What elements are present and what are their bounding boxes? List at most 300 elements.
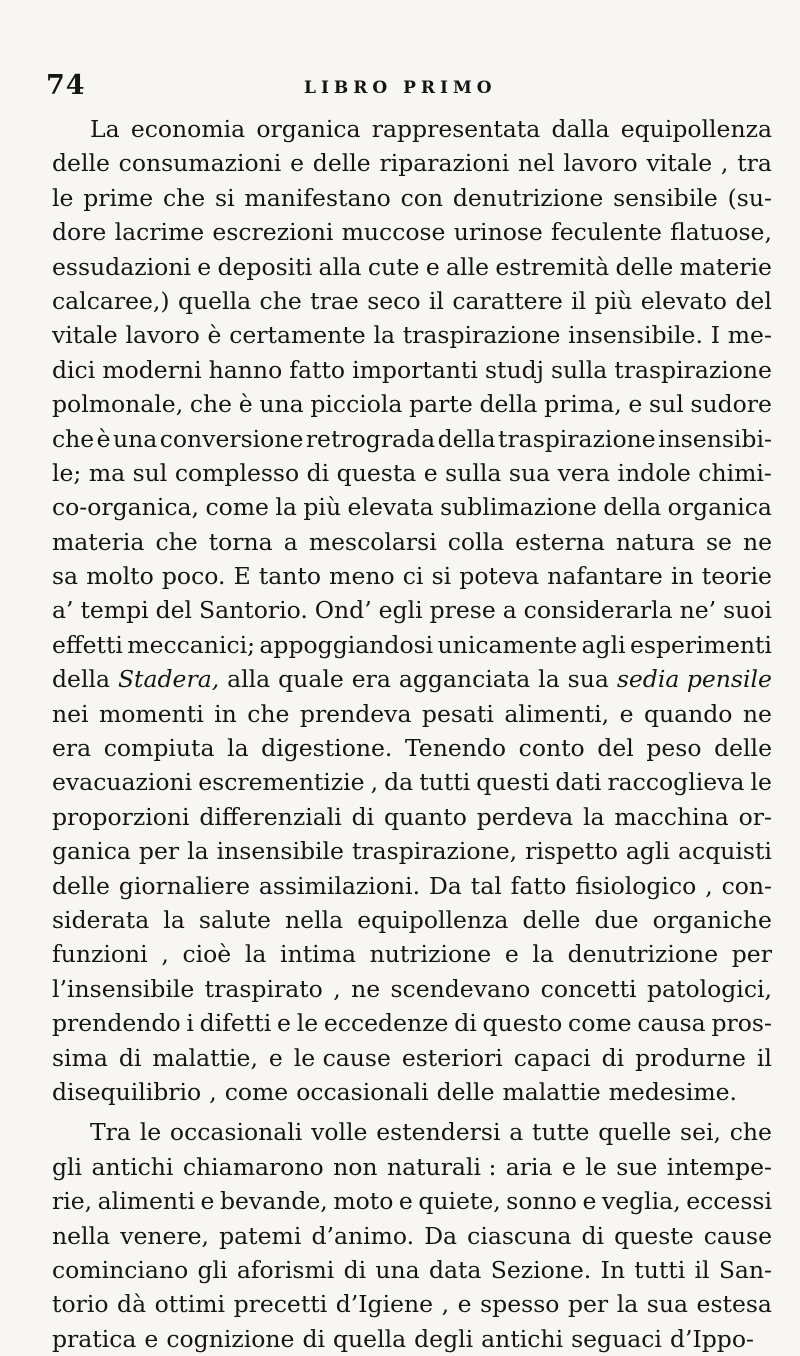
word: organica (256, 115, 361, 143)
word: sua (646, 1290, 688, 1319)
word: muccose (341, 218, 446, 247)
word: delle (436, 1077, 495, 1106)
word: elevato (640, 286, 727, 315)
word: moto (333, 1187, 394, 1216)
word: equipollenza (620, 115, 772, 143)
word: dalla (551, 115, 610, 143)
text-line (52, 903, 772, 937)
word: come (224, 1077, 289, 1106)
word: tal (470, 871, 502, 900)
word: torna (208, 527, 273, 556)
word: della (437, 424, 496, 453)
word: traspirazione (614, 355, 772, 384)
word: sua (508, 458, 551, 487)
word: della (479, 390, 538, 419)
word: traspirazione (402, 321, 561, 350)
word: le; (52, 458, 82, 487)
text-line (52, 1115, 772, 1149)
page-header (42, 70, 760, 110)
word: , (370, 768, 379, 797)
word: elevata (347, 493, 434, 522)
word: sima (52, 1043, 108, 1072)
word: i (186, 1009, 194, 1038)
word: consumazioni (118, 149, 282, 178)
text-line (52, 284, 772, 318)
word: difetti (199, 1009, 272, 1038)
word: che (155, 527, 198, 556)
word: dici (52, 355, 96, 384)
text-line (52, 456, 772, 490)
word: una (259, 390, 304, 419)
word: dati (555, 768, 602, 797)
word: sonno (506, 1187, 577, 1216)
word: lavoro (563, 149, 638, 178)
text-line (52, 628, 772, 662)
word: delle (522, 905, 581, 934)
page-number: 74 (46, 70, 86, 101)
word: me- (727, 321, 772, 350)
word: le (585, 1152, 607, 1181)
word: questi (476, 768, 550, 797)
word: aria (505, 1152, 553, 1181)
word: eccessi (686, 1187, 772, 1216)
word: vitale (52, 321, 118, 350)
word: polmonale, (52, 390, 184, 419)
word: chiamarono (182, 1152, 324, 1181)
word: alla (318, 252, 362, 281)
word: che (259, 286, 302, 315)
word: naturali : (386, 1152, 497, 1181)
text-line (52, 353, 772, 387)
word: di (302, 1324, 325, 1353)
word: per (138, 837, 180, 866)
word: gli (197, 1255, 228, 1284)
word: sa (52, 562, 79, 591)
word: sul (132, 458, 168, 487)
word: la (227, 734, 249, 763)
word: esperimenti (630, 630, 772, 659)
text-line (52, 1075, 772, 1109)
word: seguaci (571, 1324, 662, 1353)
word: occasionali (296, 1077, 429, 1106)
word: fatto (510, 871, 567, 900)
word: esteriori (401, 1043, 503, 1072)
word: trae (310, 286, 359, 315)
word: le cause (293, 1043, 391, 1072)
word: materia (52, 527, 145, 556)
word: produrne (635, 1043, 746, 1072)
text-line (52, 525, 772, 559)
word: quando (643, 699, 733, 728)
word: tra (737, 149, 772, 178)
word: lacrime (114, 218, 205, 247)
word: si (431, 562, 452, 591)
word: essudazioni (52, 252, 191, 281)
word: tempi (80, 596, 149, 625)
word: precetti (233, 1290, 328, 1319)
text-line (52, 1322, 772, 1356)
word: agli (625, 837, 671, 866)
word: con (400, 183, 444, 212)
word: due (594, 905, 639, 934)
word: agganciata (398, 665, 531, 694)
word: di (454, 1009, 477, 1038)
word: in (214, 699, 237, 728)
word: effetti (52, 630, 123, 659)
word: Ond’ (314, 596, 372, 625)
word: delle (312, 149, 371, 178)
word: compiuta (103, 734, 215, 763)
word: del (155, 596, 193, 625)
word: sua (567, 665, 609, 694)
word: d’Ippo- (669, 1324, 754, 1353)
word: funzioni (52, 940, 148, 969)
word: quelle (598, 1118, 672, 1147)
word: sei, (680, 1118, 721, 1147)
word: a (283, 527, 298, 556)
word: la (373, 321, 395, 350)
word: bevande, (219, 1187, 328, 1216)
word: Stadera, (117, 665, 220, 694)
word: cause (703, 1221, 772, 1250)
word: intempe- (666, 1152, 772, 1181)
word: carattere (452, 286, 563, 315)
word: delle (714, 734, 772, 763)
word: antichi (481, 1324, 564, 1353)
word: malattie, (152, 1043, 258, 1072)
word: economia (130, 115, 246, 143)
text-line (52, 215, 772, 249)
word: co-organica, (52, 493, 199, 522)
word: ottimi (154, 1290, 226, 1319)
word: la (275, 493, 297, 522)
word: , (333, 974, 341, 1003)
word: che (163, 183, 206, 212)
text-line (52, 146, 772, 180)
word: ne (742, 527, 772, 556)
text-line (52, 834, 772, 868)
word: di (601, 1043, 625, 1072)
text-line (52, 972, 772, 1006)
text-line (52, 593, 772, 627)
word: spesso (480, 1290, 560, 1319)
word: quiete, (418, 1187, 501, 1216)
word: equipollenza (357, 905, 509, 934)
word: che (189, 390, 233, 419)
word: traspirazione, (351, 837, 518, 866)
word: medesime. (608, 1077, 738, 1106)
word: per (731, 940, 772, 969)
word: cioè (182, 940, 232, 969)
word: aforismi (236, 1255, 335, 1284)
word: delle (52, 871, 110, 900)
word: E (233, 562, 251, 591)
word: è (207, 321, 222, 350)
word: di (351, 802, 375, 831)
word: questo (482, 1009, 563, 1038)
word: prendendo (52, 1009, 181, 1038)
text-line (52, 1184, 772, 1218)
text-line (52, 869, 772, 903)
word: importanti (352, 355, 478, 384)
word: torio (52, 1290, 109, 1319)
word: In (600, 1255, 625, 1284)
word: considerarla (523, 596, 673, 625)
word: riparazioni (379, 149, 510, 178)
word: cognizione (166, 1324, 295, 1353)
word: rie, (52, 1187, 93, 1216)
word: causa (637, 1009, 706, 1038)
word: organiche (652, 905, 772, 934)
word: salute (198, 905, 271, 934)
text-line (52, 490, 772, 524)
word: , (705, 871, 713, 900)
word: nella (285, 905, 344, 934)
word: pesati (421, 699, 494, 728)
word: siderata (52, 905, 150, 934)
word: cute (367, 252, 420, 281)
word: malattie (502, 1077, 601, 1106)
word: peso (646, 734, 702, 763)
word: (su- (727, 183, 772, 212)
word: e (582, 1187, 597, 1216)
word: traspirazione (498, 424, 656, 453)
word: macchina (614, 802, 729, 831)
word: era (52, 734, 92, 763)
word: digestione. (261, 734, 393, 763)
word: il (428, 286, 444, 315)
text-line (52, 731, 772, 765)
word: proporzioni (52, 802, 190, 831)
word: di (343, 1255, 367, 1284)
word: la (187, 837, 209, 866)
word: quanto (383, 802, 467, 831)
word: , (161, 940, 169, 969)
word: tanto (258, 562, 322, 591)
word: e (425, 252, 440, 281)
word: acquisti (678, 837, 772, 866)
word: una (375, 1255, 420, 1284)
word: quella (177, 286, 252, 315)
text-line (52, 662, 772, 696)
word: nella (52, 1221, 111, 1250)
word: alimenti, (504, 699, 610, 728)
word: e (200, 1187, 215, 1216)
word: che (52, 424, 95, 453)
word: ne (351, 974, 381, 1003)
word: e (144, 1324, 159, 1353)
text-line (52, 937, 772, 971)
word: lavoro (125, 321, 200, 350)
word: pros- (711, 1009, 772, 1038)
word: colla (447, 527, 505, 556)
word: depositi (217, 252, 313, 281)
word: e (619, 699, 634, 728)
word: di (581, 1221, 605, 1250)
word: sublimazione (440, 493, 597, 522)
word: conto (518, 734, 585, 763)
word: Santorio. (199, 596, 308, 625)
word: rappresentata (371, 115, 541, 143)
word: d’Igiene (335, 1290, 434, 1319)
word: e (268, 1043, 283, 1072)
word: e (423, 458, 438, 487)
word: la (582, 802, 605, 831)
word: sulla (445, 458, 502, 487)
word: suoi (723, 596, 772, 625)
word: dà (117, 1290, 147, 1319)
word: l’insensibile (52, 974, 195, 1003)
word: alimenti (97, 1187, 195, 1216)
word: denutrizione (452, 183, 604, 212)
word: Da (428, 871, 462, 900)
word: dore (52, 218, 107, 247)
text-line (52, 250, 772, 284)
word: teorie (701, 562, 772, 591)
word: di (306, 458, 330, 487)
text-line (52, 1219, 772, 1253)
word: manifestano (244, 183, 391, 212)
word: estremità (495, 252, 610, 281)
word: sudore (690, 390, 772, 419)
word: delle (52, 149, 110, 178)
word: Sezione. (490, 1255, 592, 1284)
word: Tenendo (404, 734, 507, 763)
word: delle (615, 252, 674, 281)
text-line (52, 318, 772, 352)
word: da (384, 768, 414, 797)
word: egli (378, 596, 423, 625)
word: della (603, 493, 662, 522)
word: il (694, 1255, 710, 1284)
text-line (52, 1006, 772, 1040)
word: tutti (419, 768, 471, 797)
word: or- (738, 802, 772, 831)
word: meno (329, 562, 395, 591)
word: più (303, 493, 342, 522)
word: escrementizie (198, 768, 365, 797)
word: le (139, 1118, 162, 1147)
word: Da (424, 1221, 458, 1250)
word: le (750, 768, 772, 797)
body-text (52, 112, 772, 1356)
word: estendersi (376, 1118, 501, 1147)
word: del (735, 286, 772, 315)
word: se (705, 527, 732, 556)
word: La (90, 115, 120, 143)
word: disequilibrio (52, 1077, 202, 1106)
word: indole (617, 458, 691, 487)
word: appoggiandosi (259, 630, 434, 659)
word: è (96, 424, 111, 453)
word: insensibi- (658, 424, 772, 453)
text-line (52, 112, 772, 146)
word: materie (679, 252, 772, 281)
word: seco (367, 286, 421, 315)
word: era (351, 665, 391, 694)
text-line (52, 559, 772, 593)
word: intima (280, 940, 356, 969)
word: rispetto (525, 837, 618, 866)
word: la (532, 940, 554, 969)
word: le (52, 183, 74, 212)
text-line (52, 697, 772, 731)
word: sensibile (613, 183, 718, 212)
text-line (52, 1041, 772, 1075)
text-line (52, 422, 772, 456)
word: una (113, 424, 158, 453)
word: chimi- (698, 458, 772, 487)
word: si (215, 183, 235, 212)
word: la (163, 905, 185, 934)
word: e (562, 1152, 576, 1181)
word: vitale (646, 149, 713, 178)
word: a (509, 1118, 524, 1147)
word: San- (718, 1255, 772, 1284)
word: prime (83, 183, 154, 212)
word: perdeva (476, 802, 574, 831)
word: sedia pensile (616, 665, 772, 694)
word: e (504, 940, 519, 969)
word: come (205, 493, 269, 522)
word: e (457, 1290, 472, 1319)
text-line (52, 387, 772, 421)
word: alle (446, 252, 489, 281)
word: sul (649, 390, 684, 419)
word: non (333, 1152, 378, 1181)
word: Tra (90, 1118, 131, 1147)
text-line (52, 800, 772, 834)
word: ciascuna (467, 1221, 572, 1250)
text-line (52, 1253, 772, 1287)
word: differenziali (199, 802, 342, 831)
word: eccedenze (323, 1009, 449, 1038)
word: moderni (102, 355, 202, 384)
word: nafantare (547, 562, 663, 591)
word: prima, (544, 390, 622, 419)
word: insensibile. (568, 321, 703, 350)
word: studj (484, 355, 544, 384)
word: la (244, 940, 267, 969)
word: sue (616, 1152, 658, 1181)
word: meccanici; (127, 630, 256, 659)
word: ma (88, 458, 126, 487)
word: e (277, 1009, 291, 1038)
word: e (197, 252, 212, 281)
word: escrezioni (212, 218, 334, 247)
word: feculente (551, 218, 662, 247)
word: come (568, 1009, 632, 1038)
word: la (538, 665, 560, 694)
word: poteva (459, 562, 540, 591)
word: unicamente (437, 630, 578, 659)
word: il (571, 286, 587, 315)
word: questa (336, 458, 417, 487)
word: giornaliere (118, 871, 250, 900)
word: raccoglieva (607, 768, 745, 797)
word: con- (721, 871, 772, 900)
word: a (502, 596, 517, 625)
word: volle (311, 1118, 368, 1147)
word: il (756, 1043, 772, 1072)
word: insensibile (216, 837, 344, 866)
word: del (597, 734, 634, 763)
word: , (720, 149, 729, 178)
word: per (567, 1290, 609, 1319)
word: momenti (99, 699, 204, 728)
word: picciola (310, 390, 403, 419)
word: più (594, 286, 633, 315)
